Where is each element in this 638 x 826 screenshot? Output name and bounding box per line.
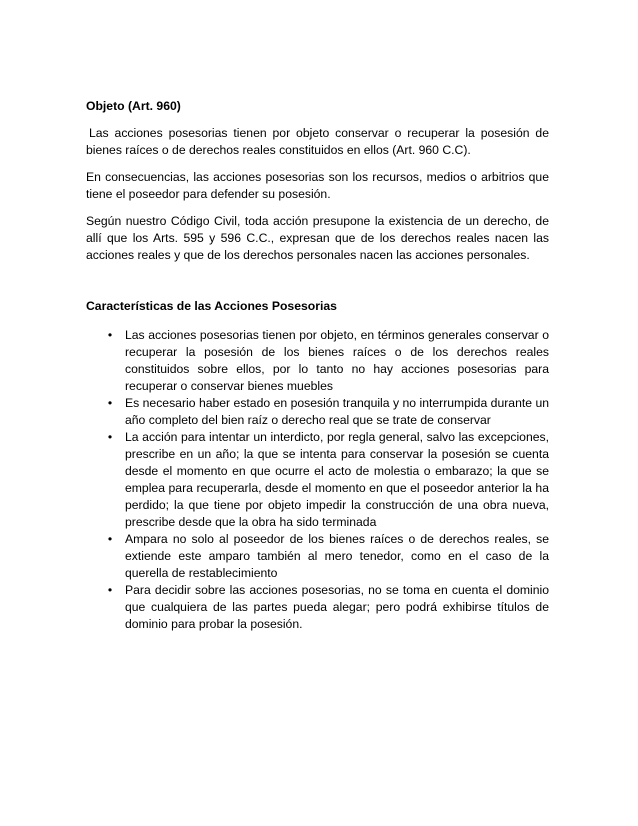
- characteristics-list: [86, 327, 549, 633]
- bullet-icon: •: [107, 532, 113, 546]
- paragraph-2: En consecuencias, las acciones posesorias son los recursos, medios o arbitrios que tiene el poseedor para defender su posesión.: [86, 170, 549, 201]
- bullet-icon: •: [107, 430, 113, 444]
- section-heading-objeto: Objeto (Art. 960): [86, 99, 181, 113]
- document-page: [86, 98, 549, 633]
- paragraph-1: Las acciones posesorias tienen por objeto conservar o recuperar la posesión de bienes raíces o de derechos reales constituidos en ellos (Art. 960 C.C).: [86, 126, 549, 157]
- bullet-icon: •: [107, 328, 113, 342]
- list-item-text: La acción para intentar un interdicto, por regla general, salvo las excepciones, prescribe en un año; la que se intenta para conservar la posesión se cuenta desde el momento en que ocurre el acto de molestia o embarazo; la que se emplea para recuperarla, desde el momento en que el poseedor anterior la ha perdido; la que tiene por objeto impedir la construcción de una obra nueva, prescribe desde que la obra ha sido terminada: [125, 430, 549, 529]
- list-item-text: Las acciones posesorias tienen por objeto, en términos generales conservar o recuperar la posesión de los bienes raíces o de los derechos reales constituidos sobre ellos, por lo tanto no hay acciones posesorias para recuperar o conservar bienes muebles: [125, 328, 549, 393]
- list-item: [86, 395, 549, 429]
- list-item: [86, 327, 549, 395]
- section-spacer: [86, 274, 549, 298]
- section-heading-caracteristicas: Características de las Acciones Posesorias: [86, 299, 337, 313]
- list-item: [86, 429, 549, 531]
- paragraph-3: Según nuestro Código Civil, toda acción presupone la existencia de un derecho, de allí que los Arts. 595 y 596 C.C., expresan que de los derechos reales nacen las acciones reales y que de los derechos personales nacen las acciones personales.: [86, 214, 549, 262]
- bullet-icon: •: [107, 396, 113, 410]
- list-item: [86, 531, 549, 582]
- list-item-text: Es necesario haber estado en posesión tranquila y no interrumpida durante un año completo del bien raíz o derecho real que se trate de conservar: [125, 396, 549, 427]
- list-item: [86, 582, 549, 633]
- bullet-icon: •: [107, 583, 113, 597]
- list-item-text: Para decidir sobre las acciones posesorias, no se toma en cuenta el dominio que cualquiera de las partes pueda alegar; pero podrá exhibirse títulos de dominio para probar la posesión.: [125, 583, 549, 631]
- list-item-text: Ampara no solo al poseedor de los bienes raíces o de derechos reales, se extiende este amparo también al mero tenedor, como en el caso de la querella de restablecimiento: [125, 532, 549, 580]
